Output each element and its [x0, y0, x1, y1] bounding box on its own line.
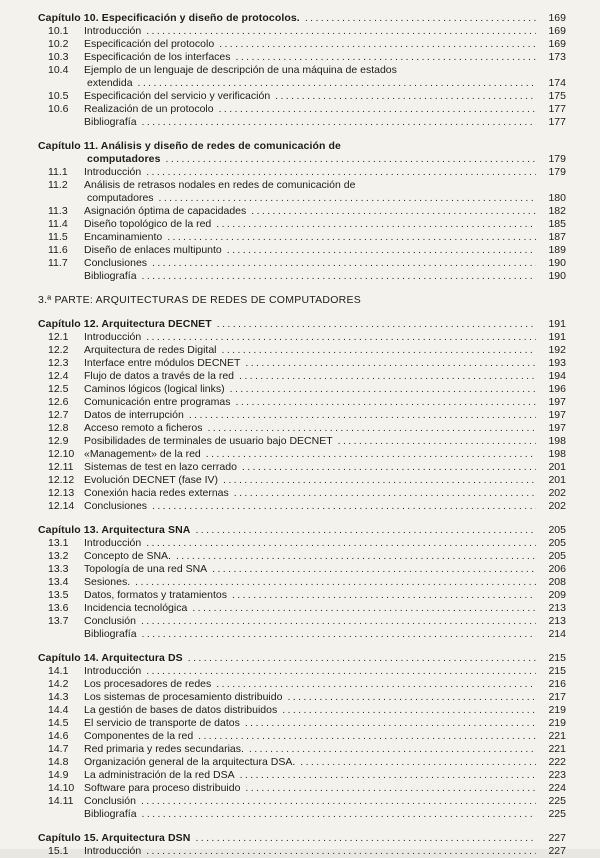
toc-entry-row [38, 665, 566, 678]
entry-title: Flujo de datos a través de la red [84, 370, 235, 382]
page-number: 192 [548, 344, 566, 356]
page-number: 221 [548, 743, 566, 755]
page-number: 209 [548, 589, 566, 601]
toc-entry-row [38, 769, 566, 782]
chapter-block [38, 140, 566, 283]
dot-leader [166, 153, 536, 166]
chapter-title-continuation: computadores [87, 153, 161, 165]
entry-title: Evolución DECNET (fase IV) [84, 474, 219, 486]
dot-leader [232, 589, 536, 602]
page-number: 221 [548, 730, 566, 742]
chapter-title: Capítulo 15. Arquitectura DSN [38, 832, 191, 844]
page-number: 205 [548, 537, 566, 549]
page-number: 187 [548, 231, 566, 243]
page-number: 191 [548, 318, 566, 330]
entry-title: Introducción [84, 331, 142, 343]
toc-entry-row [38, 218, 566, 231]
page-number: 169 [548, 38, 566, 50]
entry-number: 14.1 [48, 665, 69, 677]
toc-entry-row [38, 103, 566, 116]
toc-entry-row [38, 615, 566, 628]
entry-title: «Management» de la red [84, 448, 201, 460]
toc-entry-row [38, 270, 566, 283]
dot-leader [142, 628, 536, 641]
toc-entry-row [38, 116, 566, 129]
page-number: 201 [548, 461, 566, 473]
page-number: 227 [548, 832, 566, 844]
page-number: 215 [548, 652, 566, 664]
dot-leader [189, 409, 536, 422]
entry-number: 13.6 [48, 602, 69, 614]
dot-leader [282, 704, 536, 717]
dot-leader [195, 524, 536, 537]
page-number: 193 [548, 357, 566, 369]
entry-number: 14.2 [48, 678, 69, 690]
toc-entry-row [38, 845, 566, 858]
entry-number: 14.4 [48, 704, 69, 716]
dot-leader [217, 318, 536, 331]
page-number: 202 [548, 487, 566, 499]
entry-title: El servicio de transporte de datos [84, 717, 240, 729]
toc-entry-row [38, 64, 566, 77]
entry-number: 12.11 [48, 461, 74, 473]
entry-number: 11.6 [48, 244, 68, 256]
dot-leader [141, 615, 536, 628]
chapter-heading-row [38, 12, 566, 25]
entry-title: Ejemplo de un lenguaje de descripción de una máquina de estados [84, 64, 397, 76]
entry-number: 15.1 [48, 845, 69, 857]
toc-entry-row [38, 691, 566, 704]
dot-leader [167, 231, 536, 244]
page-number: 179 [548, 153, 566, 165]
entry-number: 12.2 [48, 344, 69, 356]
dot-leader [236, 396, 537, 409]
toc-entry-row [38, 537, 566, 550]
toc-entry-row [38, 244, 566, 257]
page-number: 189 [548, 244, 566, 256]
dot-leader [300, 756, 536, 769]
entry-title: Software para proceso distribuido [84, 782, 241, 794]
page-number: 215 [548, 665, 566, 677]
page-number: 194 [548, 370, 566, 382]
entry-title: Red primaria y redes secundarias. [84, 743, 244, 755]
page-number: 182 [548, 205, 566, 217]
entry-title: Topología de una red SNA [84, 563, 208, 575]
page-number: 177 [548, 103, 566, 115]
dot-leader [212, 563, 536, 576]
toc-entry-row [38, 25, 566, 38]
page-number: 198 [548, 448, 566, 460]
page-number: 201 [548, 474, 566, 486]
entry-number: 14.3 [48, 691, 69, 703]
toc-entry-row [38, 409, 566, 422]
chapter-title: Capítulo 11. Análisis y diseño de redes de comunicación de [38, 140, 341, 152]
toc-entry-row [38, 795, 566, 808]
page-number: 216 [548, 678, 566, 690]
entry-number: 13.2 [48, 550, 69, 562]
page-number: 197 [548, 409, 566, 421]
dot-leader [240, 769, 536, 782]
entry-number: 11.4 [48, 218, 68, 230]
chapter-heading-row [38, 318, 566, 331]
entry-title: Realización de un protocolo [84, 103, 214, 115]
page-number: 227 [548, 845, 566, 857]
toc-entry-row [38, 51, 566, 64]
entry-number: 12.3 [48, 357, 69, 369]
entry-title: Análisis de retrasos nodales en redes de comunicación de [84, 179, 356, 191]
dot-leader [152, 500, 536, 513]
dot-leader [251, 205, 536, 218]
chapter-heading-row [38, 524, 566, 537]
page-number: 225 [548, 795, 566, 807]
entry-title: Conclusiones [84, 500, 148, 512]
page-number: 177 [548, 116, 566, 128]
entry-title: Arquitectura de redes Digital [84, 344, 217, 356]
dot-leader [216, 678, 536, 691]
dot-leader [219, 38, 536, 51]
entry-number: 14.10 [48, 782, 75, 794]
entry-number: 13.3 [48, 563, 69, 575]
toc-entry-row [38, 231, 566, 244]
entry-number: 11.1 [48, 166, 68, 178]
chapter-heading-cont-row [38, 153, 566, 166]
entry-number: 14.8 [48, 756, 69, 768]
toc-entry-row [38, 383, 566, 396]
entry-number: 10.4 [48, 64, 69, 76]
dot-leader [207, 422, 536, 435]
toc-entry-row [38, 257, 566, 270]
dot-leader [236, 51, 537, 64]
entry-title: La administración de la red DSA [84, 769, 235, 781]
toc-entry-row [38, 500, 566, 513]
page-number: 202 [548, 500, 566, 512]
dot-leader [188, 652, 536, 665]
entry-title: Conclusiones [84, 257, 148, 269]
dot-leader [198, 730, 536, 743]
entry-title: Bibliografía [84, 270, 137, 282]
dot-leader [230, 383, 536, 396]
toc-entry-row [38, 474, 566, 487]
dot-leader [227, 244, 536, 257]
dot-leader [135, 576, 536, 589]
toc-entry-row [38, 448, 566, 461]
dot-leader [249, 743, 536, 756]
dot-leader [305, 12, 536, 25]
toc-entry-row [38, 743, 566, 756]
entry-number: 11.2 [48, 179, 68, 191]
entry-title: Acceso remoto a ficheros [84, 422, 203, 434]
dot-leader [146, 166, 536, 179]
entry-title: Especificación del protocolo [84, 38, 215, 50]
entry-title: Bibliografía [84, 808, 137, 820]
entry-number: 12.4 [48, 370, 69, 382]
page-number: 217 [548, 691, 566, 703]
chapter-block [38, 524, 566, 641]
toc-entry-row [38, 704, 566, 717]
page-number: 197 [548, 396, 566, 408]
chapter-title: Capítulo 12. Arquitectura DECNET [38, 318, 212, 330]
entry-number: 10.1 [48, 25, 69, 37]
dot-leader [142, 270, 536, 283]
page-number: 179 [548, 166, 566, 178]
toc-entry-row [38, 678, 566, 691]
toc-entry-row [38, 344, 566, 357]
toc-entry-row [38, 166, 566, 179]
chapter-block [38, 318, 566, 513]
toc-entry-row [38, 205, 566, 218]
toc-entry-row [38, 730, 566, 743]
entry-title: Datos, formatos y tratamientos [84, 589, 227, 601]
entry-title: Especificación de los interfaces [84, 51, 231, 63]
toc-entry-row [38, 370, 566, 383]
entry-number: 13.7 [48, 615, 69, 627]
toc-entry-row [38, 422, 566, 435]
page-number: 219 [548, 717, 566, 729]
entry-number: 13.1 [48, 537, 69, 549]
entry-number: 12.12 [48, 474, 75, 486]
dot-leader [206, 448, 536, 461]
toc-entry-row [38, 179, 566, 192]
entry-title: Posibilidades de terminales de usuario bajo DECNET [84, 435, 333, 447]
entry-number: 11.3 [48, 205, 68, 217]
entry-number: 12.6 [48, 396, 69, 408]
dot-leader [216, 218, 536, 231]
toc-entry-row [38, 487, 566, 500]
page-number: 190 [548, 257, 566, 269]
chapter-block [38, 652, 566, 821]
page-number: 206 [548, 563, 566, 575]
page-number: 224 [548, 782, 566, 794]
page-number: 175 [548, 90, 566, 102]
dot-leader [192, 602, 536, 615]
entry-title: Caminos lógicos (logical links) [84, 383, 225, 395]
page-number: 214 [548, 628, 566, 640]
dot-leader [234, 487, 536, 500]
page-number: 173 [548, 51, 566, 63]
entry-title: Incidencia tecnológica [84, 602, 188, 614]
dot-leader [152, 257, 536, 270]
entry-title: Interface entre módulos DECNET [84, 357, 241, 369]
entry-number: 12.7 [48, 409, 69, 421]
entry-number: 14.11 [48, 795, 74, 807]
dot-leader [142, 808, 536, 821]
toc-entry-row [38, 756, 566, 769]
part-title: 3.ª PARTE: ARQUITECTURAS DE REDES DE COMPUTADORES [38, 294, 362, 306]
entry-number: 14.7 [48, 743, 69, 755]
entry-number: 14.9 [48, 769, 69, 781]
entry-title: Asignación óptima de capacidades [84, 205, 247, 217]
entry-number: 10.2 [48, 38, 69, 50]
entry-title-continuation: extendida [87, 77, 133, 89]
page-number: 197 [548, 422, 566, 434]
entry-title: Comunicación entre programas [84, 396, 231, 408]
dot-leader [141, 795, 536, 808]
toc-entry-row [38, 589, 566, 602]
page-number: 205 [548, 550, 566, 562]
toc-entry-row [38, 396, 566, 409]
dot-leader [275, 90, 536, 103]
entry-title: Bibliografía [84, 628, 137, 640]
page-number: 185 [548, 218, 566, 230]
toc-entry-row [38, 550, 566, 563]
page-number: 191 [548, 331, 566, 343]
dot-leader [245, 717, 536, 730]
part-divider [38, 294, 566, 307]
page-number: 180 [548, 192, 566, 204]
entry-number: 12.9 [48, 435, 69, 447]
entry-number: 12.8 [48, 422, 69, 434]
toc-entry-row [38, 357, 566, 370]
toc-entry-row [38, 461, 566, 474]
entry-title: Introducción [84, 25, 142, 37]
entry-title: Componentes de la red [84, 730, 194, 742]
dot-leader [245, 357, 536, 370]
dot-leader [146, 25, 536, 38]
chapter-heading-row [38, 832, 566, 845]
page-number: 190 [548, 270, 566, 282]
toc-entry-row [38, 602, 566, 615]
entry-title: Diseño topológico de la red [84, 218, 212, 230]
page-number: 223 [548, 769, 566, 781]
entry-title: Conclusión [84, 795, 136, 807]
dot-leader [242, 461, 536, 474]
toc-entry-row [38, 435, 566, 448]
entry-number: 10.3 [48, 51, 69, 63]
entry-title-continuation: computadores [87, 192, 154, 204]
entry-number: 11.5 [48, 231, 68, 243]
page-number: 225 [548, 808, 566, 820]
toc-entry-row [38, 563, 566, 576]
dot-leader [176, 550, 536, 563]
dot-leader [287, 691, 536, 704]
entry-number: 12.5 [48, 383, 69, 395]
entry-title: Datos de interrupción [84, 409, 184, 421]
toc-entry-row [38, 808, 566, 821]
dot-leader [146, 331, 536, 344]
page-number: 213 [548, 615, 566, 627]
page-number: 174 [548, 77, 566, 89]
entry-number: 12.14 [48, 500, 75, 512]
dot-leader [142, 116, 536, 129]
entry-title: Sesiones. [84, 576, 131, 588]
toc-entry-row [38, 628, 566, 641]
toc-entry-continuation-row [38, 192, 566, 205]
page-number: 219 [548, 704, 566, 716]
chapter-block [38, 12, 566, 129]
dot-leader [338, 435, 536, 448]
page-number: 213 [548, 602, 566, 614]
page-number: 169 [548, 25, 566, 37]
chapter-title: Capítulo 14. Arquitectura DS [38, 652, 183, 664]
dot-leader [138, 77, 536, 90]
dot-leader [146, 537, 536, 550]
dot-leader [222, 344, 537, 357]
chapter-title: Capítulo 13. Arquitectura SNA [38, 524, 191, 536]
page-number: 205 [548, 524, 566, 536]
entry-number: 12.13 [48, 487, 75, 499]
entry-title: Especificación del servicio y verificación [84, 90, 271, 102]
toc-entry-continuation-row [38, 77, 566, 90]
dot-leader [195, 832, 536, 845]
entry-number: 14.6 [48, 730, 69, 742]
dot-leader [219, 103, 536, 116]
entry-title: Sistemas de test en lazo cerrado [84, 461, 237, 473]
dot-leader [146, 665, 536, 678]
toc-entry-row [38, 717, 566, 730]
entry-number: 11.7 [48, 257, 68, 269]
toc-entry-row [38, 782, 566, 795]
entry-title: Conclusión [84, 615, 136, 627]
chapter-title: Capítulo 10. Especificación y diseño de protocolos. [38, 12, 300, 24]
entry-title: Introducción [84, 537, 142, 549]
dot-leader [245, 782, 536, 795]
entry-title: Introducción [84, 665, 142, 677]
entry-title: La gestión de bases de datos distribuidos [84, 704, 278, 716]
entry-number: 13.4 [48, 576, 69, 588]
dot-leader [146, 845, 536, 858]
entry-number: 10.6 [48, 103, 69, 115]
chapter-block [38, 832, 566, 858]
entry-number: 12.1 [48, 331, 69, 343]
entry-title: Organización general de la arquitectura DSA. [84, 756, 296, 768]
chapter-heading-row [38, 652, 566, 665]
entry-title: Introducción [84, 845, 142, 857]
toc-entry-row [38, 38, 566, 51]
page-number: 222 [548, 756, 566, 768]
entry-title: Introducción [84, 166, 142, 178]
entry-number: 14.5 [48, 717, 69, 729]
toc-entry-row [38, 331, 566, 344]
dot-leader [239, 370, 536, 383]
entry-title: Bibliografía [84, 116, 137, 128]
toc-entry-row [38, 90, 566, 103]
entry-title: Los sistemas de procesamiento distribuido [84, 691, 283, 703]
entry-title: Concepto de SNA. [84, 550, 171, 562]
entry-number: 10.5 [48, 90, 69, 102]
page-number: 196 [548, 383, 566, 395]
entry-title: Encaminamiento [84, 231, 163, 243]
entry-number: 13.5 [48, 589, 69, 601]
toc-entry-row [38, 576, 566, 589]
page-number: 208 [548, 576, 566, 588]
entry-title: Diseño de enlaces multipunto [84, 244, 222, 256]
page-number: 198 [548, 435, 566, 447]
entry-title: Los procesadores de redes [84, 678, 212, 690]
dot-leader [159, 192, 536, 205]
entry-title: Conexión hacia redes externas [84, 487, 229, 499]
entry-number: 12.10 [48, 448, 75, 460]
dot-leader [223, 474, 536, 487]
page-number: 169 [548, 12, 566, 24]
chapter-heading-row [38, 140, 566, 153]
